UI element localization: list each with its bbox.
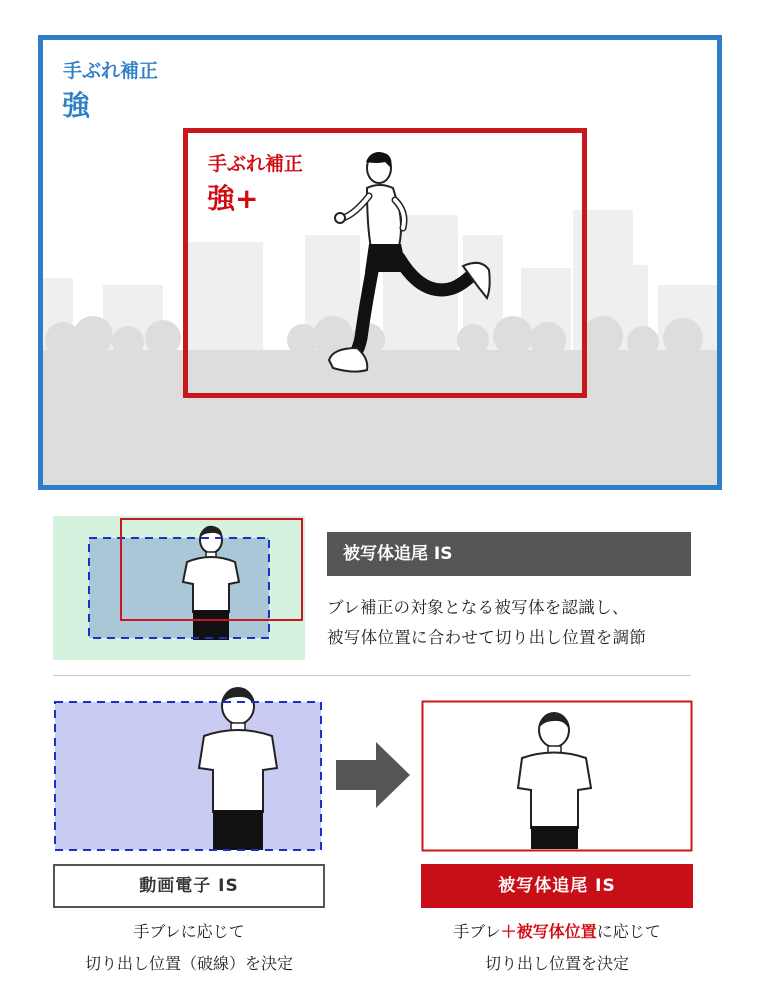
section-divider xyxy=(53,675,691,676)
subject-tracking-description-line1: ブレ補正の対象となる被写体を認識し、 xyxy=(327,598,629,617)
electronic-is-label: 動画電子 IS xyxy=(53,864,325,908)
inner-stabilization-frame xyxy=(183,128,587,398)
electronic-is-illustration xyxy=(53,684,325,854)
caption-highlight: ＋被写体位置 xyxy=(500,922,597,941)
outer-stabilization-title: 手ぶれ補正 xyxy=(63,60,159,82)
subject-tracking-heading: 被写体追尾 IS xyxy=(327,532,691,576)
inner-stabilization-level: 強+ xyxy=(207,182,259,215)
electronic-is-caption-line1: 手ブレに応じて xyxy=(133,922,245,941)
caption-suffix: に応じて xyxy=(596,922,661,941)
electronic-is-caption-line2: 切り出し位置（破線）を決定 xyxy=(84,954,293,973)
subject-tracking-is-label: 被写体追尾 IS xyxy=(421,864,693,908)
subject-tracking-caption-line2: 切り出し位置を決定 xyxy=(484,954,629,973)
subject-tracking-caption-line1 xyxy=(421,919,693,942)
outer-stabilization-level: 強 xyxy=(62,89,91,122)
stabilization-scene xyxy=(38,35,722,490)
subject-tracking-result-illustration xyxy=(421,700,693,852)
subject-tracking-illustration xyxy=(53,516,305,660)
arrow-right-icon xyxy=(332,740,412,810)
caption-prefix: 手ブレ xyxy=(453,922,501,941)
subject-tracking-description-line2: 被写体位置に合わせて切り出し位置を調節 xyxy=(327,628,647,647)
inner-stabilization-title: 手ぶれ補正 xyxy=(208,153,304,175)
